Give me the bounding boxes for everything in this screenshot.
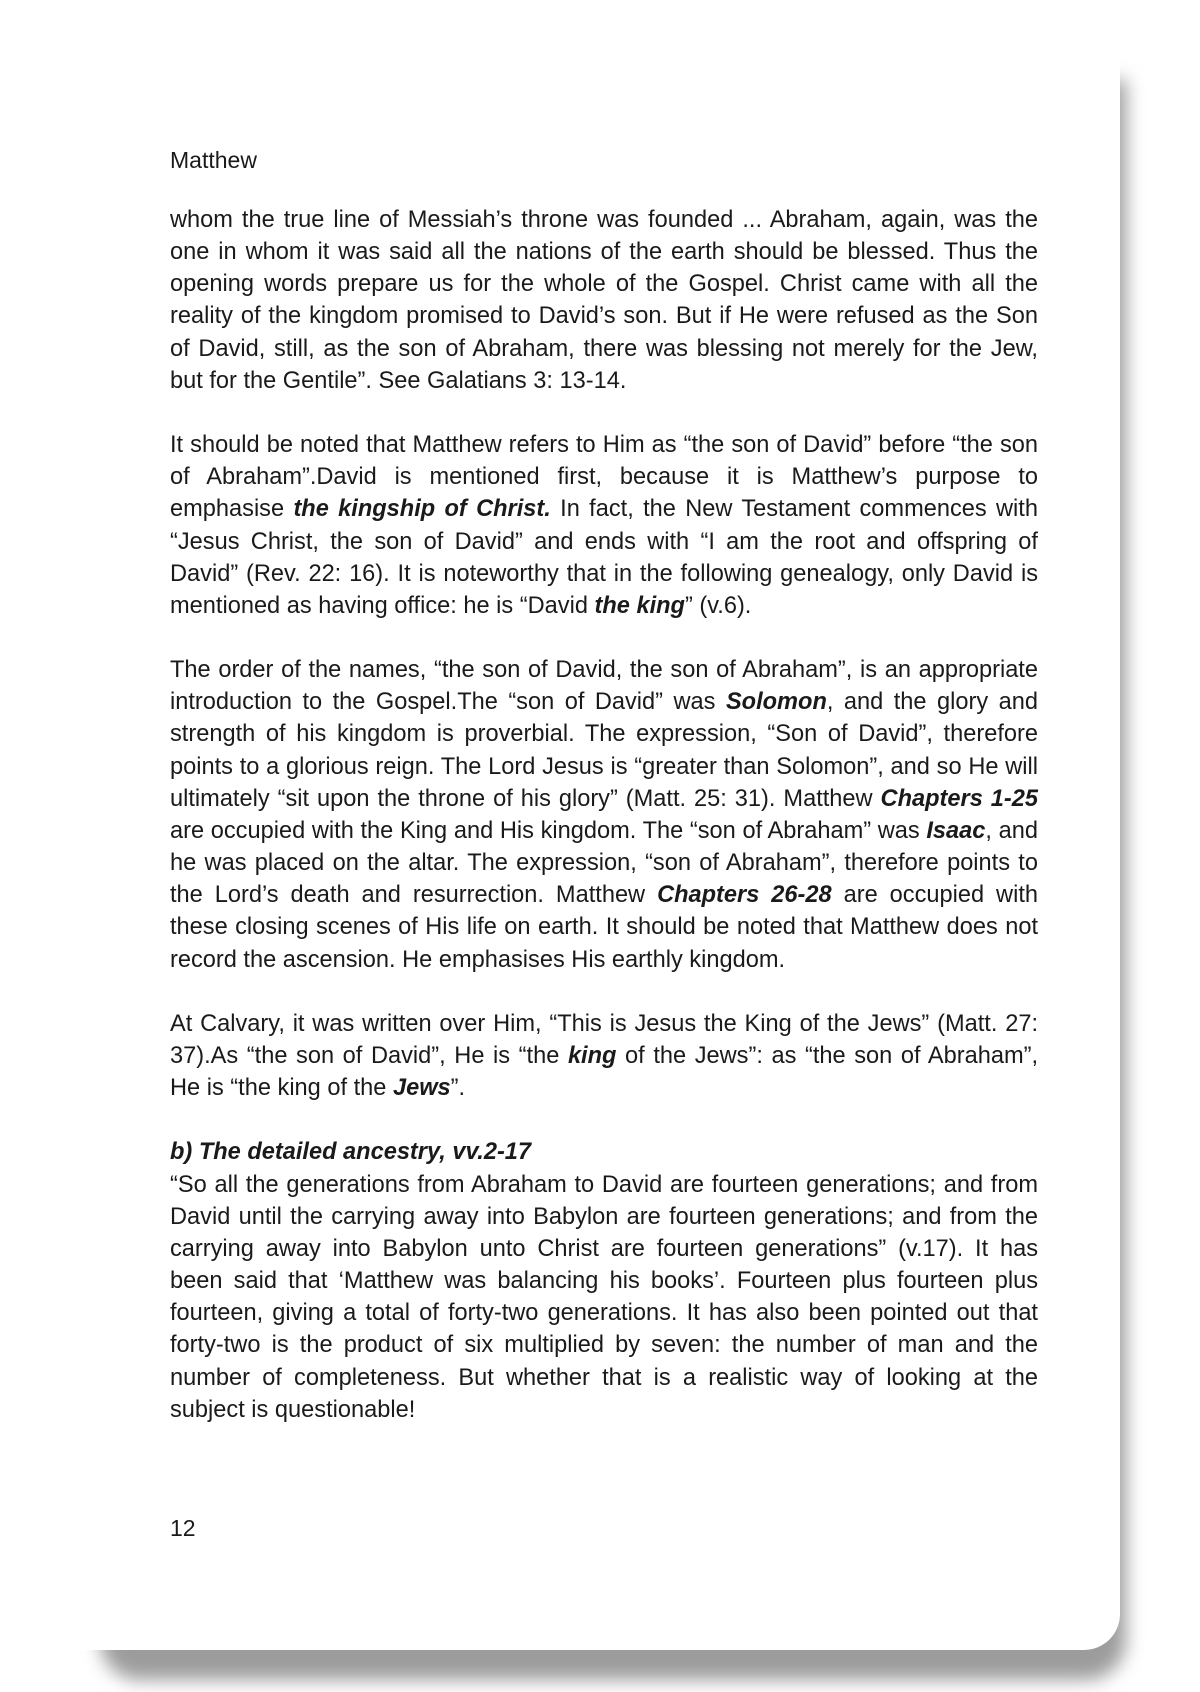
paragraph-3-text-1: The order of the names, “the son of David, the son of Abraham”, is an appropriate introduction to the Gospel.The “son of David” was [170, 657, 1038, 716]
emphasis-king: king [567, 1043, 617, 1070]
paragraph-4-text-1: At Calvary, it was written over Him, “This is Jesus the King of the Jews” (Matt. 27: 37).As “the son of David”, He is “the [170, 1010, 1038, 1070]
emphasis-kingship: the kingship of Christ. [293, 496, 551, 523]
page-number: 12 [170, 1515, 196, 1541]
section-heading: b) The detailed ancestry, vv.2-17 [170, 1139, 532, 1166]
paragraph-2 [170, 429, 1038, 622]
paragraph-4-text-2: of the Jews”: as “the son of Abraham”, He is “the king of the [170, 1043, 1039, 1102]
paragraph-2-text-1: It should be noted that Matthew refers to Him as “the son of David” before “the son of Abraham”.David is mentioned first, because it is Matthew’s purpose to emphasise [170, 432, 1038, 523]
emphasis-the-king: the king [594, 592, 685, 619]
paragraph-4-text-3: ”. [450, 1075, 466, 1102]
emphasis-solomon: Solomon [725, 689, 827, 716]
paragraph-3-text-4: , and he was placed on the altar. The expression, “son of Abraham”, therefore points to the Lord’s death and resurrection. Matthew [170, 817, 1038, 909]
paragraph-2-text-2: In fact, the New Testament commences with “Jesus Christ, the son of David” and ends with “I am the root and offspring of David” (Rev. 22: 16). It is noteworthy that in the following genealogy, only David is mentioned as having office: he is “David [170, 496, 1038, 619]
body-text [170, 204, 1038, 1426]
paragraph-3-text-2: , and the glory and strength of his kingdom is proverbial. The expression, “Son of David”, therefore points to a glorious reign. The Lord Jesus is “greater than Solomon”, and so He will ultimately “sit upon the throne of his glory” (Matt. 25: 31). Matthew [170, 689, 1038, 812]
paragraph-4 [170, 1008, 1038, 1104]
emphasis-isaac: Isaac [926, 817, 986, 844]
emphasis-chapters-26-28: Chapters 26-28 [657, 882, 832, 909]
paragraph-3-text-3: are occupied with the King and His kingdom. The “son of Abraham” was [170, 817, 927, 844]
paragraph-5: “So all the generations from Abraham to David are fourteen generations; and from David until the carrying away into Babylon are fourteen generations; and from the carrying away into Babylon unto Christ are fourteen generations” (v.17). It has been said that ‘Matthew was balancing his books’. Fourteen plus fourteen plus fourteen, giving a total of forty-two generations. It has also been pointed out that forty-two is the product of six multiplied by seven: the number of man and the number of completeness. But whether that is a realistic way of looking at the subject is questionable! [170, 1171, 1038, 1423]
emphasis-jews: Jews [392, 1075, 451, 1102]
paragraph-3-text-5: are occupied with these closing scenes of His life on earth. It should be noted that Matthew does not record the ascension. He emphasises His earthly kingdom. [170, 882, 1039, 973]
paragraph-3 [170, 654, 1038, 976]
emphasis-chapters-1-25: Chapters 1-25 [880, 785, 1038, 812]
paragraph-2-text-3: ” (v.6). [684, 592, 752, 619]
running-title: Matthew [170, 147, 257, 173]
paragraph-1: whom the true line of Messiah’s throne was founded ... Abraham, again, was the one in whom it was said all the nations of the earth should be blessed. Thus the opening words prepare us for the whole of the Gospel. Christ came with all the reality of the kingdom promised to David’s son. But if He were refused as the Son of David, still, as the son of Abraham, there was blessing not merely for the Jew, but for the Gentile”. See Galatians 3: 13-14. [170, 207, 1038, 394]
